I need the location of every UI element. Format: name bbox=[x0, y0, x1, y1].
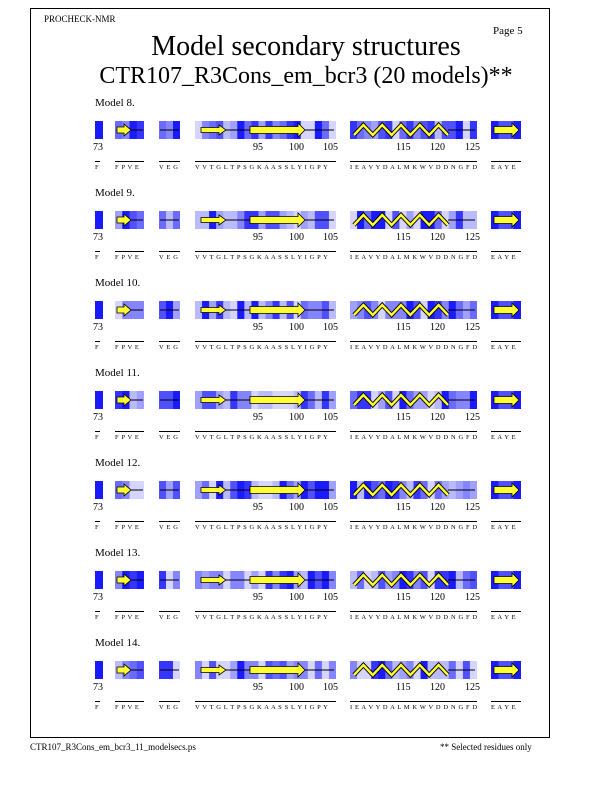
residue-number: 95 bbox=[253, 232, 263, 243]
segment-sequence: I E A V Y D A L M K W V D D N G F D bbox=[350, 434, 478, 441]
residue-number: 105 bbox=[323, 412, 338, 423]
segment-sequence: V E G bbox=[159, 524, 179, 531]
page-subtitle: CTR107_R3Cons_em_bcr3 (20 models)** bbox=[99, 63, 513, 89]
segment-underline bbox=[195, 521, 336, 522]
residue-number: 120 bbox=[430, 142, 445, 153]
structure-strip bbox=[95, 211, 103, 229]
structure-strip bbox=[95, 661, 103, 679]
segment-sequence: E A Y E bbox=[491, 164, 517, 171]
segment-underline bbox=[491, 251, 521, 252]
segment-sequence: V V T G L T P S G K A A S S L Y I G P Y bbox=[195, 614, 329, 621]
segment-sequence: V V T G L T P S G K A A S S L Y I G P Y bbox=[195, 164, 329, 171]
segment-sequence: E A Y E bbox=[491, 524, 517, 531]
structure-strip bbox=[195, 661, 336, 679]
residue-number: 73 bbox=[93, 232, 103, 243]
segment-underline bbox=[350, 701, 477, 702]
segment-underline bbox=[115, 431, 144, 432]
structure-strip bbox=[95, 571, 103, 589]
segment-underline bbox=[159, 701, 180, 702]
segment-sequence: I E A V Y D A L M K W V D D N G F D bbox=[350, 344, 478, 351]
segment-sequence: V V T G L T P S G K A A S S L Y I G P Y bbox=[195, 704, 329, 711]
structure-strip bbox=[115, 121, 144, 139]
segment-sequence: V V T G L T P S G K A A S S L Y I G P Y bbox=[195, 434, 329, 441]
residue-cell bbox=[95, 211, 103, 229]
residue-number: 115 bbox=[396, 592, 411, 603]
page-title: Model secondary structures bbox=[151, 31, 461, 62]
structure-strip bbox=[115, 211, 144, 229]
segment-sequence: V E G bbox=[159, 614, 179, 621]
residue-cell bbox=[95, 391, 103, 409]
segment-sequence: E A Y E bbox=[491, 614, 517, 621]
residue-number: 105 bbox=[323, 682, 338, 693]
segment-underline bbox=[350, 611, 477, 612]
structure-strip bbox=[350, 211, 477, 229]
segment-sequence: F bbox=[95, 344, 100, 351]
residue-number: 115 bbox=[396, 412, 411, 423]
segment-underline bbox=[159, 431, 180, 432]
structure-strip bbox=[195, 571, 336, 589]
segment-underline bbox=[115, 611, 144, 612]
segment-sequence: F bbox=[95, 614, 100, 621]
segment-sequence: F bbox=[95, 524, 100, 531]
segment-sequence: V V T G L T P S G K A A S S L Y I G P Y bbox=[195, 254, 329, 261]
segment-sequence: I E A V Y D A L M K W V D D N G F D bbox=[350, 254, 478, 261]
residue-number: 125 bbox=[465, 592, 480, 603]
residue-cell bbox=[95, 481, 103, 499]
structure-strip bbox=[195, 391, 336, 409]
segment-underline bbox=[95, 701, 100, 702]
segment-underline bbox=[95, 251, 100, 252]
segment-underline bbox=[115, 521, 144, 522]
residue-number: 105 bbox=[323, 592, 338, 603]
segment-sequence: V E G bbox=[159, 164, 179, 171]
residue-number: 120 bbox=[430, 592, 445, 603]
structure-strip bbox=[491, 661, 521, 679]
residue-number: 100 bbox=[289, 322, 304, 333]
model-label: Model 9. bbox=[95, 187, 135, 199]
segment-underline bbox=[350, 431, 477, 432]
residue-cell bbox=[95, 661, 103, 679]
residue-number: 95 bbox=[253, 502, 263, 513]
segment-sequence: F P V E bbox=[115, 344, 140, 351]
segment-underline bbox=[195, 701, 336, 702]
segment-sequence: V E G bbox=[159, 344, 179, 351]
structure-strip bbox=[195, 301, 336, 319]
segment-sequence: V V T G L T P S G K A A S S L Y I G P Y bbox=[195, 344, 329, 351]
segment-sequence: E A Y E bbox=[491, 254, 517, 261]
residue-number: 105 bbox=[323, 142, 338, 153]
segment-sequence: I E A V Y D A L M K W V D D N G F D bbox=[350, 164, 478, 171]
residue-number: 73 bbox=[93, 592, 103, 603]
residue-number: 100 bbox=[289, 502, 304, 513]
structure-strip bbox=[115, 661, 144, 679]
residue-cell bbox=[95, 301, 103, 319]
structure-strip bbox=[159, 571, 180, 589]
segment-underline bbox=[115, 341, 144, 342]
residue-number: 100 bbox=[289, 592, 304, 603]
residue-number: 100 bbox=[289, 412, 304, 423]
segment-sequence: F P V E bbox=[115, 254, 140, 261]
segment-underline bbox=[195, 161, 336, 162]
residue-number: 120 bbox=[430, 322, 445, 333]
model-label: Model 12. bbox=[95, 457, 141, 469]
residue-number: 115 bbox=[396, 682, 411, 693]
structure-strip bbox=[491, 481, 521, 499]
segment-sequence: F bbox=[95, 434, 100, 441]
segment-sequence: V E G bbox=[159, 704, 179, 711]
residue-number: 105 bbox=[323, 502, 338, 513]
residue-number: 115 bbox=[396, 142, 411, 153]
segment-underline bbox=[491, 701, 521, 702]
residue-number: 120 bbox=[430, 232, 445, 243]
residue-number: 95 bbox=[253, 412, 263, 423]
segment-underline bbox=[195, 251, 336, 252]
structure-strip bbox=[491, 391, 521, 409]
structure-strip bbox=[159, 301, 180, 319]
segment-underline bbox=[95, 161, 100, 162]
footer-note: ** Selected residues only bbox=[440, 742, 532, 752]
segment-underline bbox=[350, 251, 477, 252]
structure-strip bbox=[95, 301, 103, 319]
segment-sequence: I E A V Y D A L M K W V D D N G F D bbox=[350, 704, 478, 711]
segment-underline bbox=[159, 611, 180, 612]
segment-underline bbox=[491, 431, 521, 432]
structure-strip bbox=[115, 571, 144, 589]
residue-number: 100 bbox=[289, 142, 304, 153]
model-label: Model 13. bbox=[95, 547, 141, 559]
segment-underline bbox=[159, 161, 180, 162]
segment-underline bbox=[491, 521, 521, 522]
structure-strip bbox=[350, 661, 477, 679]
residue-number: 105 bbox=[323, 322, 338, 333]
segment-underline bbox=[115, 161, 144, 162]
structure-strip bbox=[159, 661, 180, 679]
residue-number: 105 bbox=[323, 232, 338, 243]
residue-number: 125 bbox=[465, 322, 480, 333]
structure-strip bbox=[95, 391, 103, 409]
segment-sequence: F P V E bbox=[115, 164, 140, 171]
residue-number: 100 bbox=[289, 232, 304, 243]
residue-number: 120 bbox=[430, 502, 445, 513]
structure-strip bbox=[115, 301, 144, 319]
model-label: Model 10. bbox=[95, 277, 141, 289]
segment-sequence: I E A V Y D A L M K W V D D N G F D bbox=[350, 524, 478, 531]
page-number: Page 5 bbox=[493, 25, 523, 37]
segment-underline bbox=[95, 431, 100, 432]
structure-strip bbox=[491, 211, 521, 229]
program-name: PROCHECK-NMR bbox=[44, 14, 116, 24]
footer-filename: CTR107_R3Cons_em_bcr3_11_modelsecs.ps bbox=[30, 742, 196, 752]
segment-sequence: E A Y E bbox=[491, 704, 517, 711]
segment-underline bbox=[159, 521, 180, 522]
structure-strip bbox=[159, 211, 180, 229]
segment-underline bbox=[491, 161, 521, 162]
residue-number: 73 bbox=[93, 412, 103, 423]
residue-number: 73 bbox=[93, 142, 103, 153]
residue-number: 125 bbox=[465, 502, 480, 513]
segment-underline bbox=[159, 251, 180, 252]
residue-number: 73 bbox=[93, 322, 103, 333]
structure-strip bbox=[350, 481, 477, 499]
structure-strip bbox=[115, 391, 144, 409]
structure-strip bbox=[159, 391, 180, 409]
residue-number: 95 bbox=[253, 682, 263, 693]
segment-sequence: F P V E bbox=[115, 434, 140, 441]
structure-strip bbox=[350, 571, 477, 589]
residue-number: 125 bbox=[465, 142, 480, 153]
residue-number: 73 bbox=[93, 682, 103, 693]
segment-sequence: F P V E bbox=[115, 524, 140, 531]
residue-number: 73 bbox=[93, 502, 103, 513]
segment-underline bbox=[95, 341, 100, 342]
residue-number: 125 bbox=[465, 682, 480, 693]
residue-cell bbox=[95, 571, 103, 589]
structure-strip bbox=[350, 391, 477, 409]
segment-underline bbox=[491, 341, 521, 342]
structure-strip bbox=[491, 301, 521, 319]
residue-number: 115 bbox=[396, 322, 411, 333]
residue-number: 100 bbox=[289, 682, 304, 693]
model-label: Model 14. bbox=[95, 637, 141, 649]
segment-sequence: F bbox=[95, 704, 100, 711]
structure-strip bbox=[195, 211, 336, 229]
segment-underline bbox=[195, 611, 336, 612]
segment-sequence: F bbox=[95, 254, 100, 261]
segment-underline bbox=[159, 341, 180, 342]
segment-underline bbox=[95, 521, 100, 522]
segment-underline bbox=[95, 611, 100, 612]
residue-number: 125 bbox=[465, 232, 480, 243]
structure-strip bbox=[350, 301, 477, 319]
residue-number: 115 bbox=[396, 232, 411, 243]
structure-strip bbox=[195, 481, 336, 499]
segment-underline bbox=[195, 341, 336, 342]
segment-sequence: F bbox=[95, 164, 100, 171]
segment-sequence: V E G bbox=[159, 254, 179, 261]
structure-strip bbox=[95, 481, 103, 499]
segment-underline bbox=[491, 611, 521, 612]
structure-strip bbox=[95, 121, 103, 139]
residue-cell bbox=[95, 121, 103, 139]
segment-sequence: F P V E bbox=[115, 614, 140, 621]
segment-sequence: E A Y E bbox=[491, 434, 517, 441]
segment-underline bbox=[350, 521, 477, 522]
residue-number: 95 bbox=[253, 322, 263, 333]
residue-number: 125 bbox=[465, 412, 480, 423]
segment-sequence: V E G bbox=[159, 434, 179, 441]
segment-underline bbox=[115, 251, 144, 252]
residue-number: 115 bbox=[396, 502, 411, 513]
segment-underline bbox=[350, 341, 477, 342]
structure-strip bbox=[195, 121, 336, 139]
structure-strip bbox=[159, 121, 180, 139]
residue-number: 95 bbox=[253, 592, 263, 603]
segment-sequence: F P V E bbox=[115, 704, 140, 711]
residue-number: 95 bbox=[253, 142, 263, 153]
structure-strip bbox=[159, 481, 180, 499]
residue-number: 120 bbox=[430, 412, 445, 423]
segment-sequence: I E A V Y D A L M K W V D D N G F D bbox=[350, 614, 478, 621]
segment-underline bbox=[350, 161, 477, 162]
model-label: Model 8. bbox=[95, 97, 135, 109]
segment-underline bbox=[115, 701, 144, 702]
structure-strip bbox=[491, 571, 521, 589]
structure-strip bbox=[350, 121, 477, 139]
segment-sequence: V V T G L T P S G K A A S S L Y I G P Y bbox=[195, 524, 329, 531]
structure-strip bbox=[491, 121, 521, 139]
model-label: Model 11. bbox=[95, 367, 140, 379]
segment-underline bbox=[195, 431, 336, 432]
segment-sequence: E A Y E bbox=[491, 344, 517, 351]
structure-strip bbox=[115, 481, 144, 499]
residue-number: 120 bbox=[430, 682, 445, 693]
